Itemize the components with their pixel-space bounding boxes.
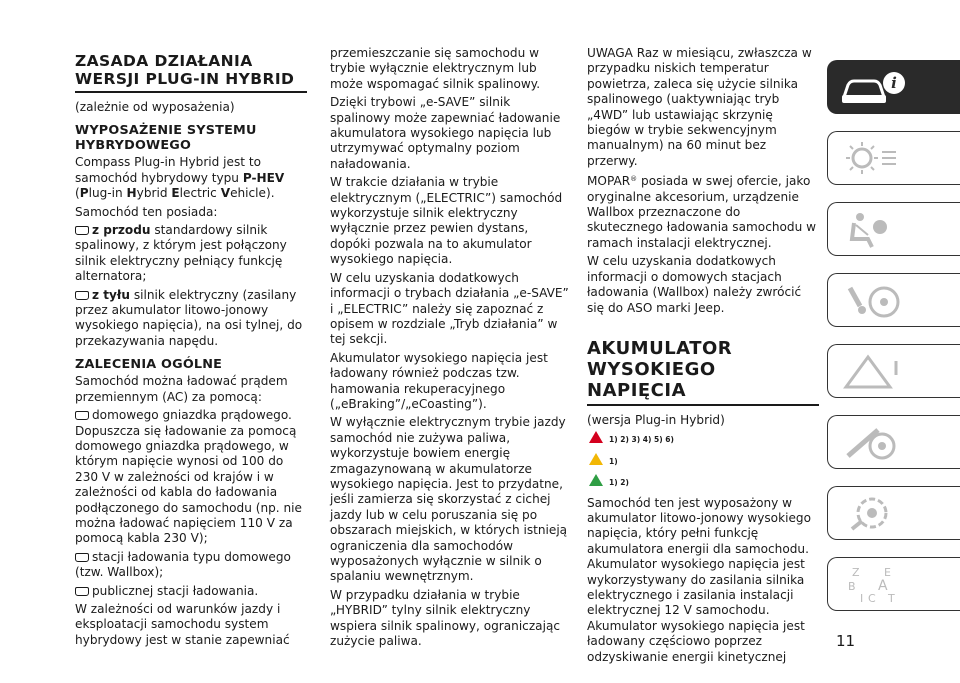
- index-letter-t: T: [888, 592, 895, 605]
- tab-safety[interactable]: [827, 202, 960, 256]
- car-bullet-icon: [75, 587, 89, 596]
- paragraph-note: UWAGA Raz w miesiącu, zwłaszcza w przypadku niskich temperatur powietrza, zaleca się użycie silnika spalinowego (uaktywniając tryb „4WD” lub ustawiając skrzynię biegów w trybie sekwencyjnym manualnym) na 60 minut bez przerwy.: [587, 46, 812, 168]
- tab-maintenance[interactable]: [827, 486, 960, 540]
- paragraph-c2-6: W wyłącznie elektrycznym trybie jazdy samochód nie zużywa paliwa, wykorzystuje bowiem energię zmagazynowaną w akumulatorze wysokiego napięcia. Jest to przydatne, jeśli zamierza się skorzystać z cichej jazdy lub w celu poruszania się po obszarach miejskich, w których istnieją ograniczenia dla samochodów wyposażonych wyłącznie w silnik o spalaniu wewnętrznym.: [330, 415, 568, 584]
- dashboard-lights-icon: [838, 138, 908, 180]
- paragraph-c2-1: przemieszczanie się samochodu w trybie wyłącznie elektrycznym lub może wspomagać silnik spalinowy.: [330, 46, 541, 91]
- car-bullet-icon: [75, 411, 89, 420]
- paragraph-c2-4: W celu uzyskania dodatkowych informacji o trybach działania „e-SAVE” i „ELECTRIC” należy się zapoznać z opisem w rozdziale „Tryb działania” w tej sekcji.: [330, 270, 569, 347]
- main-title-line1: ZASADA DZIAŁANIA: [75, 52, 253, 70]
- seat-airbag-icon: [838, 209, 908, 251]
- paragraph-ac: Samochód można ładować prądem przemiennym (AC) za pomocą:: [75, 374, 288, 404]
- tab-car-info[interactable]: [827, 60, 960, 114]
- section-title-general: ZALECENIA OGÓLNE: [75, 357, 223, 373]
- tab-start-drive[interactable]: [827, 273, 960, 327]
- maintenance-icon: [838, 493, 908, 535]
- paragraph-mopar: MOPAR® posiada w swej ofercie, jako oryginalne akcesorium, urządzenie Wallbox przeznaczone do skutecznego ładowania samochodu w ramach instalacji elektrycznej.: [587, 174, 816, 250]
- list-item-rear: z tyłu silnik elektryczny (zasilany przez akumulator litowo-jonowy wysokiego napięcia), na osi tylnej, do przekazywania napędu.: [75, 287, 303, 348]
- warning-row-danger: 1) 2) 3) 4) 5) 6): [589, 431, 819, 447]
- list-item-socket: domowego gniazdka prądowego. Dopuszcza się ładowanie za pomocą domowego gniazdka prądowego, w którym napięcie wynosi od 100 do 230 V w zależności od krajów i w zależności od kabla do ładowania podłączonego do samochodu (np. nie można ładować napięciem 110 V za pomocą kabla 230 V);: [75, 408, 302, 546]
- index-letter-e: E: [884, 566, 891, 579]
- page-number: 11: [836, 632, 856, 650]
- list-item-front: z przodu standardowy silnik spalinowy, z którym jest połączony silnik elektryczny pełniący funkcję alternatora;: [75, 223, 287, 284]
- index-letter-a: A: [878, 578, 888, 594]
- tab-dashboard[interactable]: [827, 131, 960, 185]
- paragraph-aso: W celu uzyskania dodatkowych informacji o domowych stacjach ładowania (Wallbox) należy zwrócić się do ASO marki Jeep.: [587, 254, 802, 315]
- car-bullet-icon: [75, 553, 89, 562]
- battery-title-rule: [587, 404, 819, 406]
- index-letters-icon: [838, 564, 908, 606]
- title-rule: [75, 91, 307, 93]
- battery-title-line1: AKUMULATOR: [587, 337, 733, 359]
- environment-triangle-icon: [589, 474, 603, 486]
- car-bullet-icon: [75, 291, 89, 300]
- subtitle: (zależnie od wyposażenia): [75, 100, 235, 114]
- paragraph-c2-5: Akumulator wysokiego napięcia jest ładowany również podczas tzw. hamowania rekuperacyjnego („eBraking”/„eCoasting”).: [330, 350, 548, 411]
- column-2: [330, 46, 570, 652]
- emergency-tools-icon: [838, 422, 908, 464]
- warning-road-icon: [838, 351, 908, 393]
- chapter-tabs: [827, 60, 960, 628]
- warning-row-environment: 1) 2): [589, 474, 819, 490]
- warning-row-caution: 1): [589, 453, 819, 469]
- tab-emergency-tools[interactable]: [827, 415, 960, 469]
- section-title-hybrid-equipment: WYPOSAŻENIE SYSTEMU HYBRYDOWEGO: [75, 123, 257, 154]
- index-letter-i: I: [860, 592, 864, 605]
- tab-index[interactable]: [827, 557, 960, 611]
- index-letter-b: B: [848, 580, 856, 593]
- caution-triangle-icon: [589, 453, 603, 465]
- car-bullet-icon: [75, 226, 89, 235]
- paragraph-has: Samochód ten posiada:: [75, 204, 218, 219]
- column-1: [75, 46, 307, 651]
- svg-text:i: i: [891, 74, 897, 92]
- paragraph-conditions: W zależności od warunków jazdy i eksploatacji samochodu system hybrydowy jest w stanie zapewniać: [75, 601, 290, 647]
- tab-emergency[interactable]: [827, 344, 960, 398]
- car-info-icon: [838, 67, 908, 109]
- index-letter-z: Z: [852, 566, 860, 579]
- danger-triangle-icon: [589, 431, 603, 443]
- index-letter-c: C: [868, 592, 876, 605]
- list-item-wallbox: stacji ładowania typu domowego (tzw. Wallbox);: [75, 549, 291, 580]
- paragraph-c2-7: W przypadku działania w trybie „HYBRID” tylny silnik elektryczny wspiera silnik spalinowy, ograniczając zużycie paliwa.: [330, 587, 561, 649]
- steering-start-icon: [838, 280, 908, 322]
- paragraph-c2-2: Dzięki trybowi „e-SAVE” silnik spalinowy może zapewniać ładowanie akumulatora wysokiego napięcia lub utrzymywać optymalny poziom naładowania.: [330, 95, 561, 171]
- paragraph-intro: Compass Plug-in Hybrid jest to samochód hybrydowy typu P-HEV (Plug-in Hybrid Electric Vehicle).: [75, 155, 285, 201]
- main-title-line2: WERSJI PLUG-IN HYBRID: [75, 70, 295, 88]
- paragraph-c2-3: W trakcie działania w trybie elektrycznym („ELECTRIC”) samochód wykorzystuje silnik elektryczny wyłącznie przez pewien dystans, dopóki pozwala na to akumulator wysokiego napięcia.: [330, 175, 563, 267]
- column-3: [587, 46, 819, 668]
- battery-subtitle: (wersja Plug-in Hybrid): [587, 412, 725, 427]
- paragraph-battery: Samochód ten jest wyposażony w akumulator litowo-jonowy wysokiego napięcia, który pełni funkcję akumulatora energii dla samochodu. Akumulator wysokiego napięcia jest wykorzystywany do zasilania silnika elektrycznego i zasilania instalacji elektrycznej 12 V samochodu. Akumulator wysokiego napięcia jest ładowany częściowo poprzez odzyskiwanie energii kinetycznej: [587, 495, 811, 664]
- battery-title-line2: WYSOKIEGO NAPIĘCIA: [587, 358, 716, 401]
- list-item-public: publicznej stacji ładowania.: [75, 584, 307, 599]
